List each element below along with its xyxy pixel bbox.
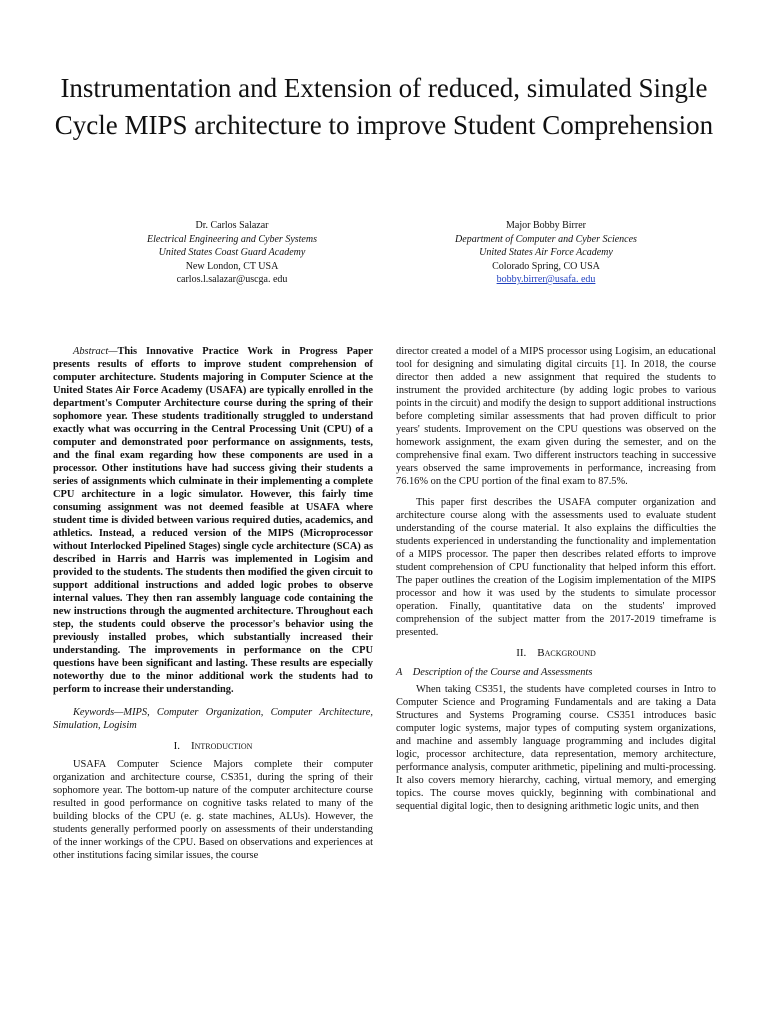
author-block-1 xyxy=(82,219,382,287)
author-location: Colorado Spring, CO USA xyxy=(492,260,600,272)
author-organization: United States Air Force Academy xyxy=(479,247,613,258)
author-block-2 xyxy=(396,219,696,287)
intro-paragraph-2: director created a model of a MIPS processor using Logisim, an educational tool for designing and simulating digital circuits [1]. In 2018, the course director then added a new assignment that required the students to instrument the provided architecture (by adding logic probes to various points in the circuit) and modify the design to support additional instructions before completing similar assessments that had proven difficult to prior years' students. Improvement on the CPU questions was observed on the homework assignment, the exam given during the semester, and on the comprehensive final exam. Two different instructors teaching in successive years observed the same improvements in performance, increasing from 76.16% on the CPU portion of the final exam to 87.5%. xyxy=(396,346,716,487)
author-name: Major Bobby Birrer xyxy=(506,220,586,231)
section-heading-background: II. Background xyxy=(516,647,596,659)
abstract-lead: Abstract— xyxy=(73,346,118,357)
background-paragraph-1: When taking CS351, the students have completed courses in Intro to Computer Science and Programing Fundamentals and are taking a Data Structures and Systems Programing course. CS351 introduces basic computer logic systems, major types of computing system organizations, and machine and assembly language programming and includes digital logic, processor architecture, data representation, memory architecture, performance analysis, computer arithmetic, pipelining and multi-processing. It also covers memory hierarchy, caching, virtual memory, and emerging topics. The course moves quickly, beginning with combinational and sequential digital logic, then to designing arithmetic logic units, and then xyxy=(396,684,716,812)
paper-title: Instrumentation and Extension of reduced, simulated Single Cycle MIPS architecture to improve Student Comprehension xyxy=(54,73,714,140)
intro-paragraph-1: USAFA Computer Science Majors complete their computer organization and architecture course, CS351, during the spring of their sophomore year. The bottom-up nature of the computer architecture course resulted in good performance on cognitive tasks related to many of the building blocks of the CPU (e. g. state machines, ALUs). However, the students generally performed poorly on assessments of their understanding of the inner workings of the CPU. Based on observations and experiences at other institutions facing similar issues, the course xyxy=(53,759,373,861)
keywords: Keywords—MIPS, Computer Organization, Computer Architecture, Simulation, Logisim xyxy=(53,707,373,731)
author-organization: United States Coast Guard Academy xyxy=(158,247,306,258)
left-column xyxy=(53,345,373,870)
author-name: Dr. Carlos Salazar xyxy=(195,220,269,231)
author-email: carlos.l.salazar@uscga. edu xyxy=(176,274,288,285)
author-email-link[interactable]: bobby.birrer@usafa. edu xyxy=(496,274,596,285)
abstract-body: This Innovative Practice Work in Progress Paper presents results of efforts to improve student comprehension of computer architecture. Students majoring in Computer Science at the United States Air Force Academy (USAFA) are typically enrolled in the department's Computer Architecture course during the spring of their sophomore year. These students traditionally struggled to understand exactly what was occurring in the Central Processing Unit (CPU) of a computer and demonstrated poor performance on assignments, tests, and the final exam regarding how these components are used in a processor. Other institutions have had success giving their students a series of assignments which culminate in their implementing a complete CPU architecture in a logic simulator. However, this fairly time consuming assignment was not deemed feasible at USAFA where student time is divided between various required duties, academics, and athletics. Instead, a reduced version of the MIPS (Microprocessor without Interlocked Pipelined Stages) single cycle architecture (SCA) as described in Harris and Harris was implemented in Logisim and provided to the students. The students then modified the given circuit to support additional instructions and added logic probes to observe internal values. They then ran assembly language code containing the new instructions through the augmented architecture. Throughout each step, the students could observe the processor's behavior using the previously installed probes, which substantially increased their understanding. The improvements in performance on the CPU questions have been significant and lasting. These results are especially noteworthy due to the minor additional work the students had to perform to increase their understanding. xyxy=(53,346,373,695)
intro-paragraph-3: This paper first describes the USAFA computer organization and architecture course along with the assessments used to evaluate student understanding of the course material. It also explains the difficulties the students experienced in understanding the functionality and implementation of a MIPS processor. The paper then describes related efforts to improve student comprehension of CPU functionality that helped inform this effort. The paper outlines the creation of the Logisim implementation of the MIPS processor and how it was used by the students to simulate processor operation. Finally, quantitative data on the students' improved comprehension of the subject matter from the 2017-2019 timeframe is presented. xyxy=(396,497,716,638)
abstract xyxy=(53,345,373,696)
author-department: Electrical Engineering and Cyber Systems xyxy=(147,233,317,245)
author-location: New London, CT USA xyxy=(185,260,279,272)
section-heading-introduction: I. Introduction xyxy=(173,740,253,752)
author-department: Department of Computer and Cyber Sciences xyxy=(455,233,637,245)
right-column xyxy=(396,345,716,821)
subsection-heading-course: A Description of the Course and Assessments xyxy=(396,667,593,678)
